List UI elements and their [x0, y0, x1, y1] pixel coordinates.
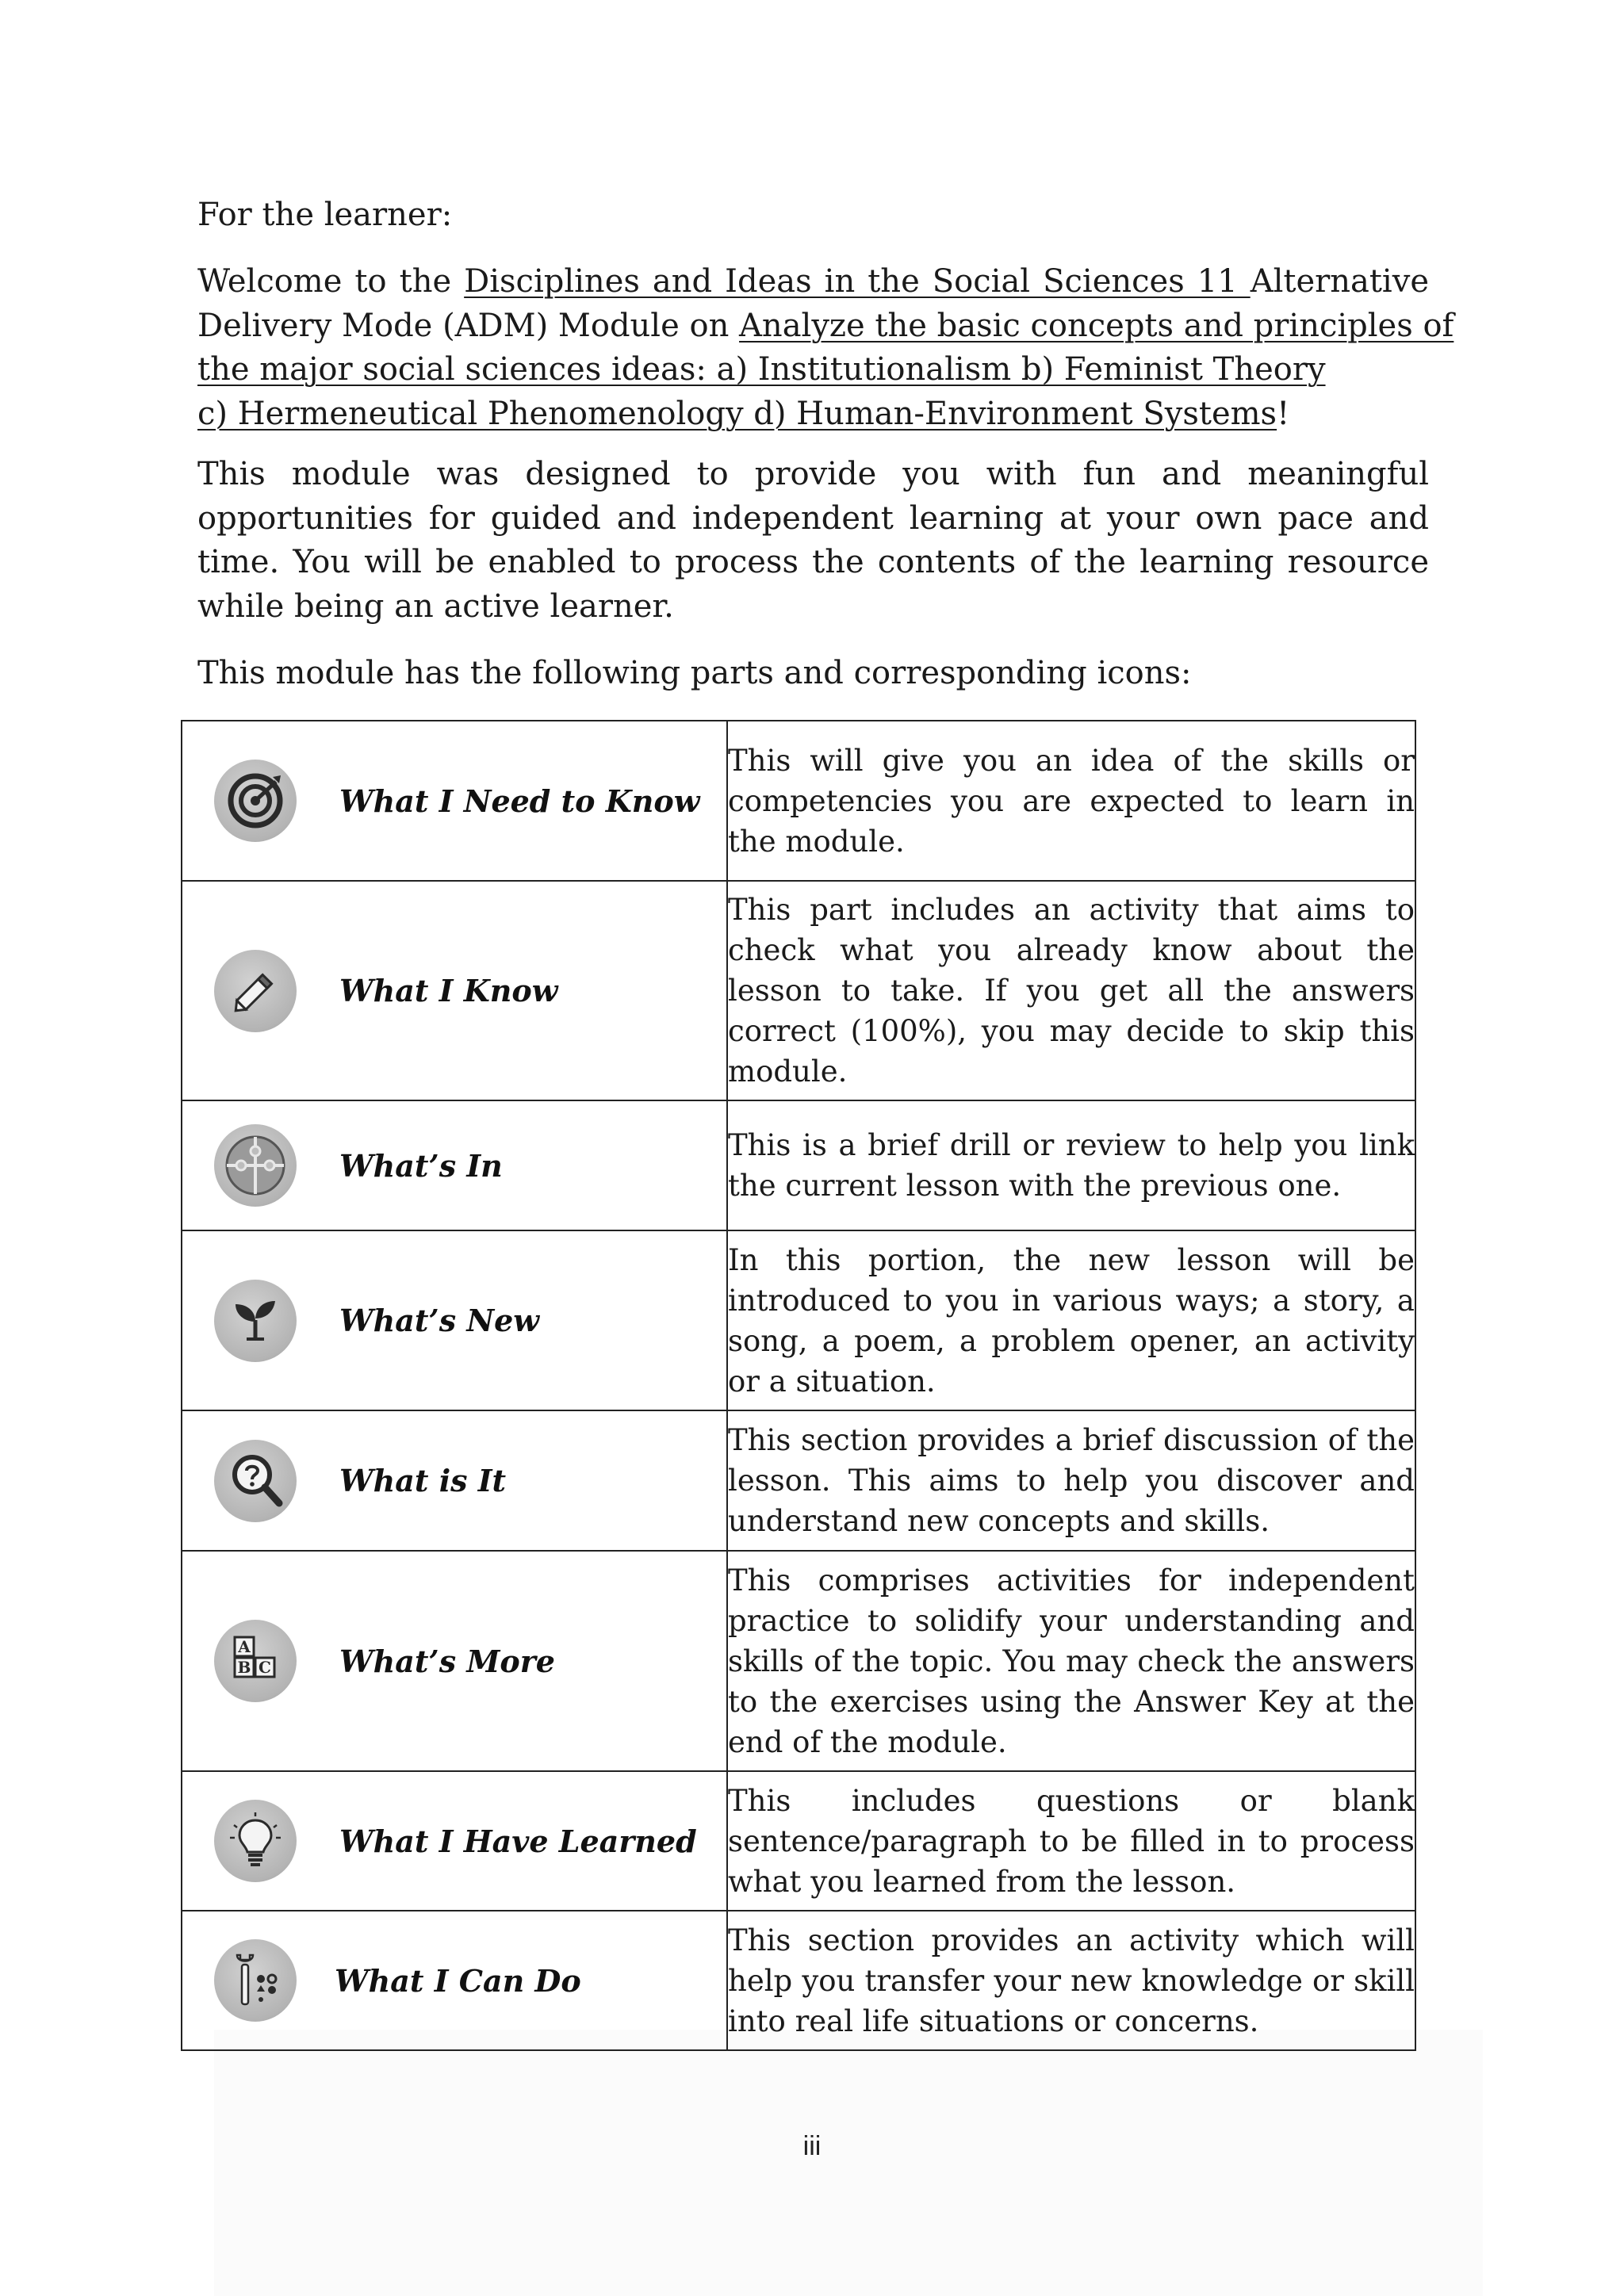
design-line: opportunities for guided and independent learning at your own pace and [197, 499, 1429, 537]
magnifier-question-icon [214, 1440, 297, 1522]
table-row [182, 1551, 1415, 1771]
topic-line-2: the major social sciences ideas: a) Institutionalism b) Feminist Theory [197, 351, 1326, 388]
part-description: This part includes an activity that aims to check what you already know about the lesson to take. If you get all the answers correct (100%), you may decide to skip this module. [727, 881, 1415, 1100]
part-description: This is a brief drill or review to help you link the current lesson with the previous one. [727, 1100, 1415, 1230]
part-label-cell [182, 721, 727, 881]
part-label-cell [182, 1551, 727, 1771]
part-description: This includes questions or blank sentence/paragraph to be filled in to process what you learned from the lesson. [727, 1771, 1415, 1911]
welcome-line-1: Welcome to the Disciplines and Ideas in the Social Sciences 11 Alternative [197, 263, 1429, 300]
part-label-cell [182, 881, 727, 1100]
part-label-cell [182, 1410, 727, 1551]
table-row [182, 1911, 1415, 2050]
table-row [182, 1771, 1415, 1911]
block-letter: B [237, 1658, 251, 1677]
part-description: In this portion, the new lesson will be introduced to you in various ways; a story, a song, a poem, a problem opener, an activity or a situation. [727, 1230, 1415, 1410]
part-description: This section provides an activity which will help you transfer your new knowledge or skill into real life situations or concerns. [727, 1911, 1415, 2050]
part-label-cell [182, 1911, 727, 2050]
table-row [182, 1100, 1415, 1230]
course-title: Disciplines and Ideas in the Social Sciences 11 [464, 263, 1251, 300]
parts-lead: This module has the following parts and corresponding icons: [197, 655, 1192, 691]
table-row [182, 721, 1415, 881]
topic-line-1: Analyze the basic concepts and principles of [739, 307, 1454, 344]
part-description: This will give you an idea of the skills or competencies you are expected to learn in the module. [727, 721, 1415, 881]
welcome-line-2: Delivery Mode (ADM) Module on Analyze the basic concepts and principles of [197, 307, 1454, 344]
lightbulb-icon [214, 1800, 297, 1882]
design-line: This module was designed to provide you with fun and meaningful [197, 456, 1429, 492]
design-paragraph [197, 453, 1429, 629]
table-row [182, 1230, 1415, 1410]
part-description: This comprises activities for independent practice to solidify your understanding and skills of the topic. You may check the answers to the exercises using the Answer Key at the end of the module. [727, 1551, 1415, 1771]
part-description: This section provides a brief discussion of the lesson. This aims to help you discover and understand new concepts and skills. [727, 1410, 1415, 1551]
for-learner-heading: For the learner: [197, 197, 453, 233]
page-bottom-shade [214, 2030, 1483, 2296]
part-label: What’s More [339, 1643, 555, 1679]
puzzle-icon [214, 1124, 297, 1207]
welcome-paragraph [197, 260, 1454, 436]
sprout-icon [214, 1280, 297, 1362]
topic-line-3: c) Hermeneutical Phenomenology d) Human-Environment Systems [197, 395, 1277, 432]
part-label: What I Can Do [335, 1962, 581, 1999]
part-label: What I Know [339, 973, 558, 1008]
pencil-icon [214, 950, 297, 1032]
page-number: iii [802, 2131, 822, 2161]
block-letter: C [259, 1658, 271, 1677]
part-label-cell [182, 1771, 727, 1911]
module-parts-table [181, 720, 1416, 2051]
part-label: What I Need to Know [339, 783, 700, 819]
welcome-line-3 [197, 348, 1429, 392]
part-label-cell [182, 1230, 727, 1410]
block-letter: A [238, 1637, 251, 1656]
table-row [182, 1410, 1415, 1551]
tools-icon [214, 1939, 297, 2022]
design-line: while being an active learner. [197, 587, 674, 625]
part-label-cell [182, 1100, 727, 1230]
abc-blocks-icon [214, 1620, 297, 1702]
part-label: What I Have Learned [339, 1823, 697, 1859]
part-label: What is It [339, 1463, 507, 1498]
design-line: time. You will be enabled to process the contents of the learning resource [197, 544, 1429, 580]
table-row [182, 881, 1415, 1100]
part-label: What’s New [339, 1303, 539, 1338]
welcome-line-4: c) Hermeneutical Phenomenology d) Human-Environment Systems! [197, 395, 1290, 432]
target-icon [214, 760, 297, 842]
part-label: What’s In [339, 1147, 503, 1184]
